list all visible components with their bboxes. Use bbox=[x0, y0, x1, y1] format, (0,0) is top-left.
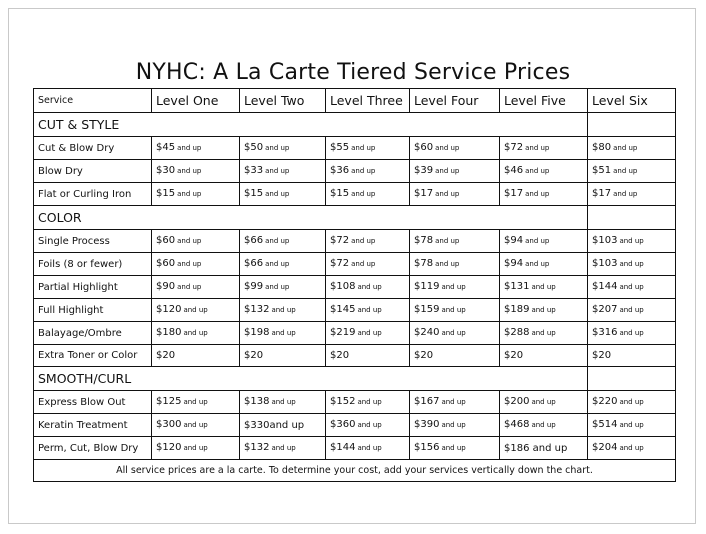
price-unit: and up bbox=[525, 190, 550, 198]
price-amount: $20 bbox=[414, 350, 434, 361]
price-amount: $120 bbox=[156, 304, 182, 315]
price-cell bbox=[326, 437, 410, 460]
section-row bbox=[34, 367, 676, 391]
header-level-three: Level Three bbox=[326, 89, 410, 113]
price-cell bbox=[410, 137, 500, 160]
price-unit: and up bbox=[531, 283, 556, 291]
price-amount: $330and up bbox=[244, 419, 305, 431]
price-amount: $204 bbox=[592, 442, 618, 453]
price-unit: and up bbox=[525, 237, 550, 245]
price-unit: and up bbox=[351, 237, 376, 245]
price-unit: and up bbox=[271, 444, 296, 452]
price-amount: $39 bbox=[414, 165, 434, 176]
price-amount: $125 bbox=[156, 396, 182, 407]
table-row bbox=[34, 230, 676, 253]
price-unit: and up bbox=[613, 144, 638, 152]
price-cell bbox=[326, 137, 410, 160]
service-name: Extra Toner or Color bbox=[34, 345, 152, 367]
price-cell bbox=[588, 276, 676, 299]
price-unit: and up bbox=[435, 260, 460, 268]
price-amount: $144 bbox=[592, 281, 618, 292]
table-row bbox=[34, 137, 676, 160]
price-cell bbox=[152, 437, 240, 460]
service-name: Blow Dry bbox=[34, 160, 152, 183]
header-service: Service bbox=[34, 89, 152, 113]
price-amount: $131 bbox=[504, 281, 530, 292]
price-amount: $36 bbox=[330, 165, 350, 176]
price-unit: and up bbox=[613, 167, 638, 175]
price-cell bbox=[588, 230, 676, 253]
price-cell bbox=[588, 345, 676, 367]
price-cell bbox=[240, 137, 326, 160]
price-cell bbox=[500, 137, 588, 160]
price-cell bbox=[326, 391, 410, 414]
price-cell bbox=[152, 253, 240, 276]
price-unit: and up bbox=[177, 190, 202, 198]
price-amount: $514 bbox=[592, 419, 618, 430]
price-cell bbox=[152, 183, 240, 206]
price-amount: $103 bbox=[592, 258, 618, 269]
price-amount: $20 bbox=[244, 350, 264, 361]
price-amount: $200 bbox=[504, 396, 530, 407]
service-name: Cut & Blow Dry bbox=[34, 137, 152, 160]
price-cell bbox=[500, 183, 588, 206]
service-name: Full Highlight bbox=[34, 299, 152, 322]
price-cell bbox=[588, 391, 676, 414]
price-amount: $288 bbox=[504, 327, 530, 338]
price-amount: $15 bbox=[244, 188, 264, 199]
price-cell bbox=[326, 322, 410, 345]
table-row bbox=[34, 391, 676, 414]
table-row bbox=[34, 345, 676, 367]
price-amount: $119 bbox=[414, 281, 440, 292]
price-amount: $145 bbox=[330, 304, 356, 315]
price-unit: and up bbox=[619, 306, 644, 314]
price-unit: and up bbox=[531, 306, 556, 314]
price-cell bbox=[152, 160, 240, 183]
table-row bbox=[34, 437, 676, 460]
section-heading: COLOR bbox=[34, 206, 588, 230]
price-cell bbox=[240, 183, 326, 206]
price-amount: $50 bbox=[244, 142, 264, 153]
price-amount: $90 bbox=[156, 281, 176, 292]
table-row bbox=[34, 322, 676, 345]
price-unit: and up bbox=[357, 283, 382, 291]
price-cell bbox=[500, 230, 588, 253]
price-amount: $51 bbox=[592, 165, 612, 176]
price-cell bbox=[240, 230, 326, 253]
price-unit: and up bbox=[351, 190, 376, 198]
price-unit: and up bbox=[183, 329, 208, 337]
price-amount: $186 and up bbox=[504, 442, 568, 454]
price-amount: $66 bbox=[244, 258, 264, 269]
price-cell bbox=[500, 345, 588, 367]
price-amount: $138 bbox=[244, 396, 270, 407]
price-unit: and up bbox=[357, 421, 382, 429]
price-amount: $15 bbox=[156, 188, 176, 199]
price-unit: and up bbox=[531, 421, 556, 429]
price-amount: $152 bbox=[330, 396, 356, 407]
price-table bbox=[33, 88, 676, 482]
price-amount: $30 bbox=[156, 165, 176, 176]
price-cell bbox=[152, 414, 240, 437]
table-row bbox=[34, 276, 676, 299]
table-row bbox=[34, 183, 676, 206]
header-level-two: Level Two bbox=[240, 89, 326, 113]
price-unit: and up bbox=[271, 306, 296, 314]
price-unit: and up bbox=[619, 237, 644, 245]
price-cell bbox=[240, 345, 326, 367]
price-unit: and up bbox=[435, 167, 460, 175]
price-unit: and up bbox=[357, 444, 382, 452]
footer-note: All service prices are a la carte. To determine your cost, add your services vertically down the chart. bbox=[34, 460, 676, 482]
price-amount: $45 bbox=[156, 142, 176, 153]
price-amount: $198 bbox=[244, 327, 270, 338]
header-level-five: Level Five bbox=[500, 89, 588, 113]
price-cell bbox=[326, 160, 410, 183]
price-unit: and up bbox=[265, 144, 290, 152]
price-cell bbox=[500, 276, 588, 299]
price-amount: $17 bbox=[504, 188, 524, 199]
price-amount: $300 bbox=[156, 419, 182, 430]
price-amount: $15 bbox=[330, 188, 350, 199]
price-cell bbox=[240, 160, 326, 183]
price-cell bbox=[588, 160, 676, 183]
price-amount: $80 bbox=[592, 142, 612, 153]
price-unit: and up bbox=[357, 329, 382, 337]
price-cell bbox=[588, 253, 676, 276]
price-unit: and up bbox=[357, 398, 382, 406]
price-unit: and up bbox=[183, 421, 208, 429]
price-cell bbox=[326, 345, 410, 367]
price-amount: $180 bbox=[156, 327, 182, 338]
price-amount: $99 bbox=[244, 281, 264, 292]
service-name: Balayage/Ombre bbox=[34, 322, 152, 345]
section-row bbox=[34, 206, 676, 230]
price-amount: $20 bbox=[592, 350, 612, 361]
section-row bbox=[34, 113, 676, 137]
price-amount: $78 bbox=[414, 258, 434, 269]
service-name: Express Blow Out bbox=[34, 391, 152, 414]
price-unit: and up bbox=[525, 167, 550, 175]
price-amount: $60 bbox=[414, 142, 434, 153]
price-cell bbox=[152, 299, 240, 322]
section-heading: CUT & STYLE bbox=[34, 113, 588, 137]
price-amount: $20 bbox=[156, 350, 176, 361]
price-cell bbox=[588, 322, 676, 345]
price-amount: $17 bbox=[414, 188, 434, 199]
price-unit: and up bbox=[619, 444, 644, 452]
price-cell bbox=[588, 137, 676, 160]
price-cell bbox=[500, 253, 588, 276]
price-amount: $46 bbox=[504, 165, 524, 176]
price-cell bbox=[588, 437, 676, 460]
price-amount: $219 bbox=[330, 327, 356, 338]
table-row bbox=[34, 253, 676, 276]
table-row bbox=[34, 160, 676, 183]
price-unit: and up bbox=[177, 237, 202, 245]
page-title: NYHC: A La Carte Tiered Service Prices bbox=[135, 60, 571, 85]
price-unit: and up bbox=[271, 398, 296, 406]
price-amount: $120 bbox=[156, 442, 182, 453]
price-unit: and up bbox=[619, 283, 644, 291]
price-cell bbox=[240, 299, 326, 322]
price-cell bbox=[152, 391, 240, 414]
price-amount: $66 bbox=[244, 235, 264, 246]
price-cell bbox=[326, 183, 410, 206]
service-name: Partial Highlight bbox=[34, 276, 152, 299]
service-name: Perm, Cut, Blow Dry bbox=[34, 437, 152, 460]
service-name: Single Process bbox=[34, 230, 152, 253]
price-amount: $78 bbox=[414, 235, 434, 246]
price-amount: $360 bbox=[330, 419, 356, 430]
price-unit: and up bbox=[357, 306, 382, 314]
price-unit: and up bbox=[265, 237, 290, 245]
price-unit: and up bbox=[183, 306, 208, 314]
price-cell bbox=[500, 322, 588, 345]
price-cell bbox=[240, 391, 326, 414]
price-amount: $94 bbox=[504, 235, 524, 246]
price-cell bbox=[410, 253, 500, 276]
price-amount: $159 bbox=[414, 304, 440, 315]
price-amount: $240 bbox=[414, 327, 440, 338]
price-unit: and up bbox=[183, 444, 208, 452]
price-unit: and up bbox=[441, 329, 466, 337]
section-heading: SMOOTH/CURL bbox=[34, 367, 588, 391]
price-cell bbox=[152, 137, 240, 160]
price-cell bbox=[152, 345, 240, 367]
price-unit: and up bbox=[265, 167, 290, 175]
price-amount: $103 bbox=[592, 235, 618, 246]
price-cell bbox=[500, 437, 588, 460]
price-cell bbox=[152, 276, 240, 299]
price-unit: and up bbox=[619, 421, 644, 429]
price-amount: $72 bbox=[504, 142, 524, 153]
price-cell bbox=[410, 276, 500, 299]
price-cell bbox=[152, 322, 240, 345]
price-amount: $60 bbox=[156, 258, 176, 269]
price-cell bbox=[326, 230, 410, 253]
price-amount: $33 bbox=[244, 165, 264, 176]
price-cell bbox=[410, 299, 500, 322]
price-cell bbox=[152, 230, 240, 253]
section-blank-cell bbox=[588, 367, 676, 391]
header-row bbox=[34, 89, 676, 113]
header-level-six: Level Six bbox=[588, 89, 676, 113]
price-unit: and up bbox=[619, 260, 644, 268]
price-unit: and up bbox=[271, 329, 296, 337]
price-cell bbox=[410, 391, 500, 414]
price-unit: and up bbox=[435, 190, 460, 198]
price-amount: $220 bbox=[592, 396, 618, 407]
price-unit: and up bbox=[525, 260, 550, 268]
price-cell bbox=[326, 276, 410, 299]
price-unit: and up bbox=[177, 144, 202, 152]
price-cell bbox=[588, 299, 676, 322]
price-cell bbox=[500, 299, 588, 322]
price-unit: and up bbox=[441, 444, 466, 452]
price-unit: and up bbox=[441, 306, 466, 314]
price-cell bbox=[326, 299, 410, 322]
price-unit: and up bbox=[441, 421, 466, 429]
header-level-four: Level Four bbox=[410, 89, 500, 113]
price-unit: and up bbox=[619, 329, 644, 337]
price-unit: and up bbox=[177, 283, 202, 291]
price-amount: $55 bbox=[330, 142, 350, 153]
price-cell bbox=[240, 253, 326, 276]
price-unit: and up bbox=[619, 398, 644, 406]
price-unit: and up bbox=[265, 260, 290, 268]
price-cell bbox=[240, 322, 326, 345]
price-cell bbox=[326, 253, 410, 276]
price-amount: $156 bbox=[414, 442, 440, 453]
price-cell bbox=[410, 437, 500, 460]
price-amount: $144 bbox=[330, 442, 356, 453]
price-amount: $189 bbox=[504, 304, 530, 315]
header-level-one: Level One bbox=[152, 89, 240, 113]
price-unit: and up bbox=[177, 260, 202, 268]
price-unit: and up bbox=[265, 190, 290, 198]
service-name: Flat or Curling Iron bbox=[34, 183, 152, 206]
price-cell bbox=[410, 322, 500, 345]
price-cell bbox=[410, 230, 500, 253]
price-amount: $207 bbox=[592, 304, 618, 315]
price-amount: $468 bbox=[504, 419, 530, 430]
price-cell bbox=[500, 391, 588, 414]
service-name: Foils (8 or fewer) bbox=[34, 253, 152, 276]
price-unit: and up bbox=[441, 398, 466, 406]
price-cell bbox=[326, 414, 410, 437]
price-cell bbox=[410, 414, 500, 437]
price-cell bbox=[588, 414, 676, 437]
footer-row bbox=[34, 460, 676, 482]
price-cell bbox=[500, 414, 588, 437]
price-unit: and up bbox=[441, 283, 466, 291]
price-amount: $72 bbox=[330, 235, 350, 246]
price-amount: $390 bbox=[414, 419, 440, 430]
price-unit: and up bbox=[435, 144, 460, 152]
price-amount: $94 bbox=[504, 258, 524, 269]
price-amount: $17 bbox=[592, 188, 612, 199]
price-cell bbox=[410, 345, 500, 367]
price-unit: and up bbox=[351, 144, 376, 152]
table-row bbox=[34, 414, 676, 437]
price-amount: $132 bbox=[244, 442, 270, 453]
table-row bbox=[34, 299, 676, 322]
price-unit: and up bbox=[531, 398, 556, 406]
service-name: Keratin Treatment bbox=[34, 414, 152, 437]
price-cell bbox=[500, 160, 588, 183]
price-unit: and up bbox=[531, 329, 556, 337]
price-unit: and up bbox=[613, 190, 638, 198]
price-amount: $132 bbox=[244, 304, 270, 315]
price-amount: $167 bbox=[414, 396, 440, 407]
price-amount: $316 bbox=[592, 327, 618, 338]
price-unit: and up bbox=[351, 260, 376, 268]
price-unit: and up bbox=[525, 144, 550, 152]
price-cell bbox=[240, 276, 326, 299]
price-amount: $20 bbox=[330, 350, 350, 361]
price-cell bbox=[240, 437, 326, 460]
price-unit: and up bbox=[183, 398, 208, 406]
price-unit: and up bbox=[265, 283, 290, 291]
price-unit: and up bbox=[351, 167, 376, 175]
price-amount: $60 bbox=[156, 235, 176, 246]
price-unit: and up bbox=[435, 237, 460, 245]
price-cell bbox=[410, 183, 500, 206]
section-blank-cell bbox=[588, 206, 676, 230]
section-blank-cell bbox=[588, 113, 676, 137]
price-cell bbox=[588, 183, 676, 206]
price-amount: $72 bbox=[330, 258, 350, 269]
price-amount: $108 bbox=[330, 281, 356, 292]
price-unit: and up bbox=[177, 167, 202, 175]
price-cell bbox=[240, 414, 326, 437]
price-amount: $20 bbox=[504, 350, 524, 361]
price-cell bbox=[410, 160, 500, 183]
